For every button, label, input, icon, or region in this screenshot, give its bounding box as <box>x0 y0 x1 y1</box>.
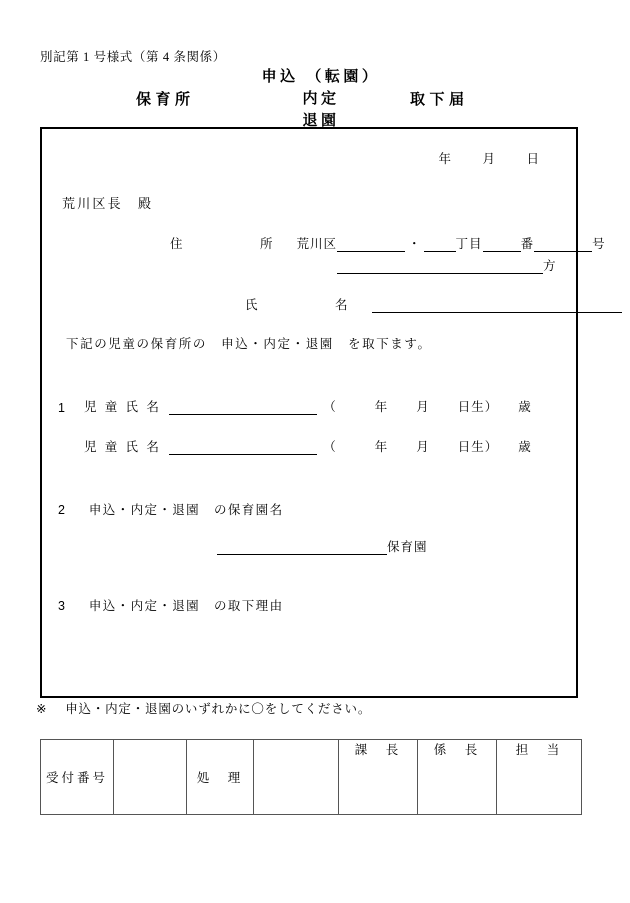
item-1-row2-child-name-input[interactable] <box>169 441 317 455</box>
title-right-text: 取下届 <box>410 91 469 108</box>
address-chome-unit: 丁目 <box>455 237 483 251</box>
instruction-note <box>36 699 371 717</box>
item-1-child-name-input[interactable] <box>169 401 317 415</box>
item-1-paren-open: （ <box>323 400 337 414</box>
title-center-stack <box>236 66 406 132</box>
address-ban-input[interactable] <box>483 238 521 252</box>
item-1-number: 1 <box>58 401 65 415</box>
item-1-row2-child-name-label: 児 童 氏 名 <box>84 440 162 454</box>
form-code-label: 別記第 1 号様式（第 4 条関係） <box>40 50 226 64</box>
item-1-age-label: 歳 <box>518 400 532 414</box>
date-month-label: 月 <box>482 152 496 166</box>
note-mark-icon: ※ <box>36 702 48 716</box>
item-2-text: 申込・内定・退園 の保育園名 <box>88 503 284 517</box>
cell-processing-value[interactable] <box>254 740 339 815</box>
date-day-label: 日 <box>526 152 540 166</box>
item-1-child-row-1 <box>58 397 532 415</box>
applicant-name-row <box>245 295 622 313</box>
cell-person-in-charge-stamp[interactable]: 担 当 <box>497 740 582 815</box>
date-year-label: 年 <box>438 152 452 166</box>
applicant-name-label: 氏 名 <box>245 298 358 312</box>
note-text: 申込・内定・退園のいずれかに〇をしてください。 <box>65 702 372 716</box>
address-row-careof <box>337 256 557 274</box>
applicant-name-input[interactable] <box>372 299 622 313</box>
item-1-row2-age-label: 歳 <box>518 440 532 454</box>
item-1-row2-birth-day-label: 日生） <box>457 440 499 454</box>
date-line <box>438 149 540 167</box>
table-row <box>41 740 582 815</box>
declaration-statement: 下記の児童の保育所の 申込・内定・退園 を取下ます。 <box>66 337 432 351</box>
item-1-row2-birth-month-label: 月 <box>416 440 430 454</box>
item-3-heading <box>58 596 283 614</box>
item-1-birth-month-label: 月 <box>416 400 430 414</box>
cell-receipt-number-value[interactable] <box>114 740 187 815</box>
item-1-row2-birth-year-label: 年 <box>374 440 389 454</box>
item-2-nursery-input[interactable] <box>217 541 387 555</box>
item-3-number: 3 <box>58 599 67 613</box>
item-2-number: 2 <box>58 503 67 517</box>
cell-receipt-number-label: 受付番号 <box>41 740 114 815</box>
address-go-unit: 号 <box>592 237 606 251</box>
address-ban-unit: 番 <box>520 237 535 251</box>
item-2-nursery-suffix: 保育園 <box>387 540 428 554</box>
address-careof-input[interactable] <box>337 260 543 274</box>
item-1-child-name-label: 児 童 氏 名 <box>84 400 162 414</box>
address-go-input[interactable] <box>534 238 592 252</box>
item-1-birth-year-label: 年 <box>374 400 389 414</box>
title-left-text: 保育所 <box>136 91 195 108</box>
item-1-child-row-2 <box>58 437 532 455</box>
document-title <box>0 66 630 128</box>
item-1-row2-paren-open: （ <box>323 440 337 454</box>
title-center-line-1: 申込 （転園） <box>261 68 381 85</box>
item-2-nursery-row <box>217 537 428 555</box>
address-chome-input[interactable] <box>424 238 456 252</box>
address-careof-unit: 方 <box>543 259 557 273</box>
item-1-birth-day-label: 日生） <box>457 400 499 414</box>
title-center-line-3: 退園 <box>302 112 340 129</box>
cell-section-chief-stamp[interactable]: 課 長 <box>339 740 418 815</box>
item-3-text: 申込・内定・退園 の取下理由 <box>88 599 284 613</box>
cell-processing-label: 処 理 <box>187 740 254 815</box>
address-separator: ・ <box>408 237 421 251</box>
address-label: 住 所 <box>170 237 283 251</box>
title-center-line-2: 内定 <box>302 90 340 107</box>
admin-processing-table <box>40 739 582 815</box>
form-main-box <box>40 127 606 698</box>
cell-subsection-chief-stamp[interactable]: 係 長 <box>418 740 497 815</box>
address-row-primary <box>170 234 606 252</box>
addressee-label: 荒川区長 殿 <box>62 196 154 211</box>
item-2-heading <box>58 500 283 518</box>
address-ward-label: 荒川区 <box>296 237 338 251</box>
address-town-input[interactable] <box>337 238 405 252</box>
